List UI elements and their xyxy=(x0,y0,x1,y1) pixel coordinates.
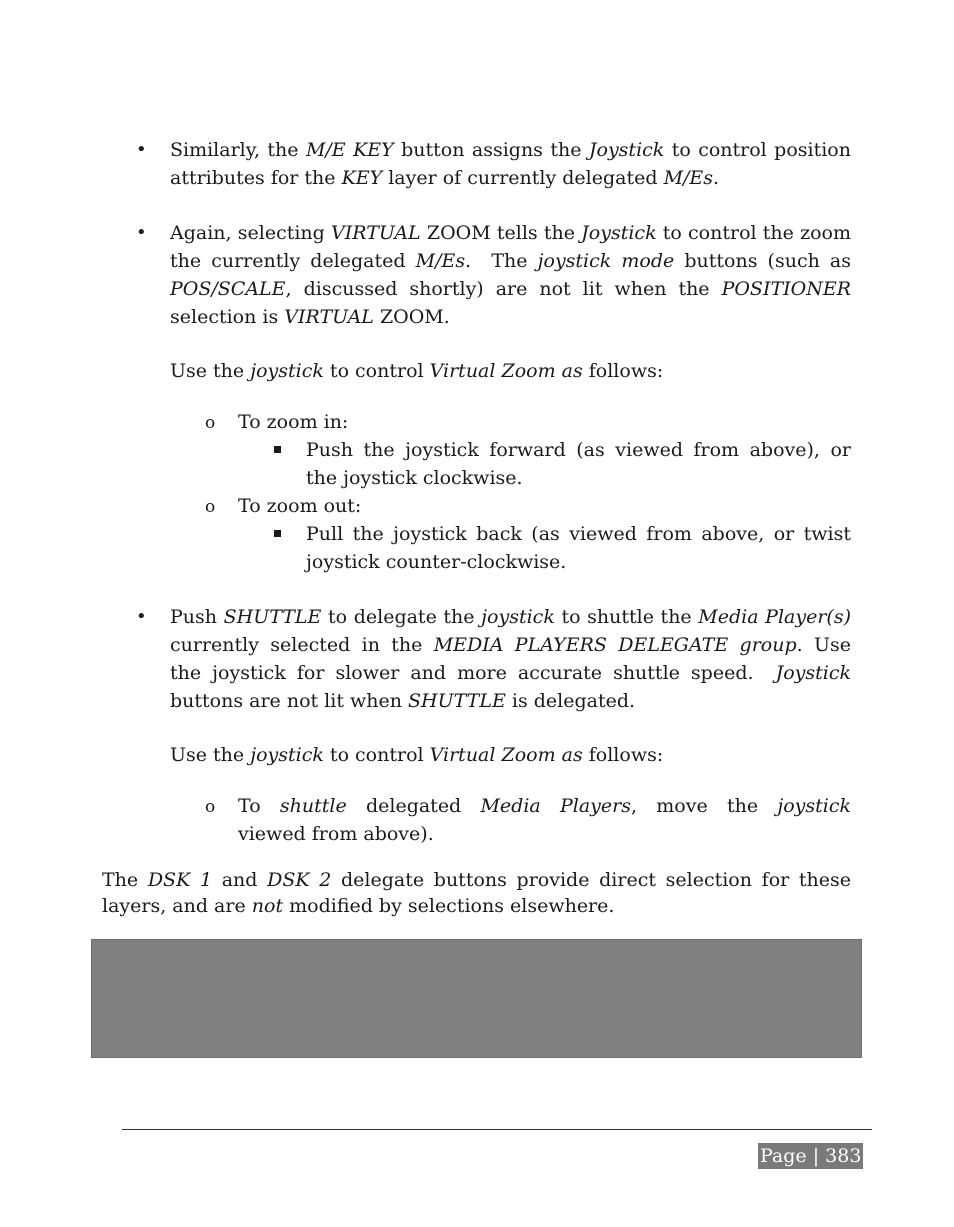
square-bullet-marker xyxy=(274,530,281,537)
paragraph-line: selection is VIRTUAL ZOOM. xyxy=(170,306,450,328)
followup-line: Use the joystick to control Virtual Zoom as follows: xyxy=(170,744,664,766)
bullet-marker: • xyxy=(136,139,147,160)
paragraph-line: Again, selecting VIRTUAL ZOOM tells the Joystick to control the zoom xyxy=(170,222,851,244)
followup-line: Use the joystick to control Virtual Zoom as follows: xyxy=(170,360,664,382)
paragraph-line: currently selected in the MEDIA PLAYERS DELEGATE group. Use xyxy=(170,634,851,656)
sub-sub-line: Push the joystick forward (as viewed from above), or xyxy=(306,439,851,461)
sub-item-label: To zoom in: xyxy=(238,411,349,433)
sub-sub-line: the joystick clockwise. xyxy=(306,467,523,489)
sub-item-label: To zoom out: xyxy=(238,495,362,517)
paragraph-line: POS/SCALE, discussed shortly) are not lit when the POSITIONER xyxy=(170,278,851,300)
sub-bullet-marker: o xyxy=(205,413,216,433)
sub-bullet-marker: o xyxy=(205,497,216,517)
sub-sub-line: Pull the joystick back (as viewed from above, or twist xyxy=(306,523,851,545)
page-number: Page | 383 xyxy=(760,1145,862,1167)
paragraph-line: the currently delegated M/Es. The joystick mode buttons (such as xyxy=(170,250,851,272)
square-bullet-marker xyxy=(274,446,281,453)
sub-sub-line: joystick counter-clockwise. xyxy=(306,551,567,573)
grey-banner xyxy=(91,939,862,1058)
bullet-marker: • xyxy=(136,222,147,243)
closing-line: The DSK 1 and DSK 2 delegate buttons provide direct selection for these xyxy=(102,869,851,891)
footer-rule xyxy=(122,1129,872,1130)
closing-line: layers, and are not modified by selections elsewhere. xyxy=(102,895,615,917)
bullet-marker: • xyxy=(136,606,147,627)
paragraph-line: buttons are not lit when SHUTTLE is delegated. xyxy=(170,690,636,712)
paragraph-line: Similarly, the M/E KEY button assigns the Joystick to control position xyxy=(170,139,851,161)
paragraph-line: the joystick for slower and more accurate shuttle speed. Joystick xyxy=(170,662,851,684)
sub-item-line: viewed from above). xyxy=(238,823,434,845)
sub-item-line: To shuttle delegated Media Players, move the joystick xyxy=(238,795,851,817)
sub-bullet-marker: o xyxy=(205,797,216,817)
paragraph-line: attributes for the KEY layer of currently delegated M/Es. xyxy=(170,167,720,189)
paragraph-line: Push SHUTTLE to delegate the joystick to shuttle the Media Player(s) xyxy=(170,606,851,628)
